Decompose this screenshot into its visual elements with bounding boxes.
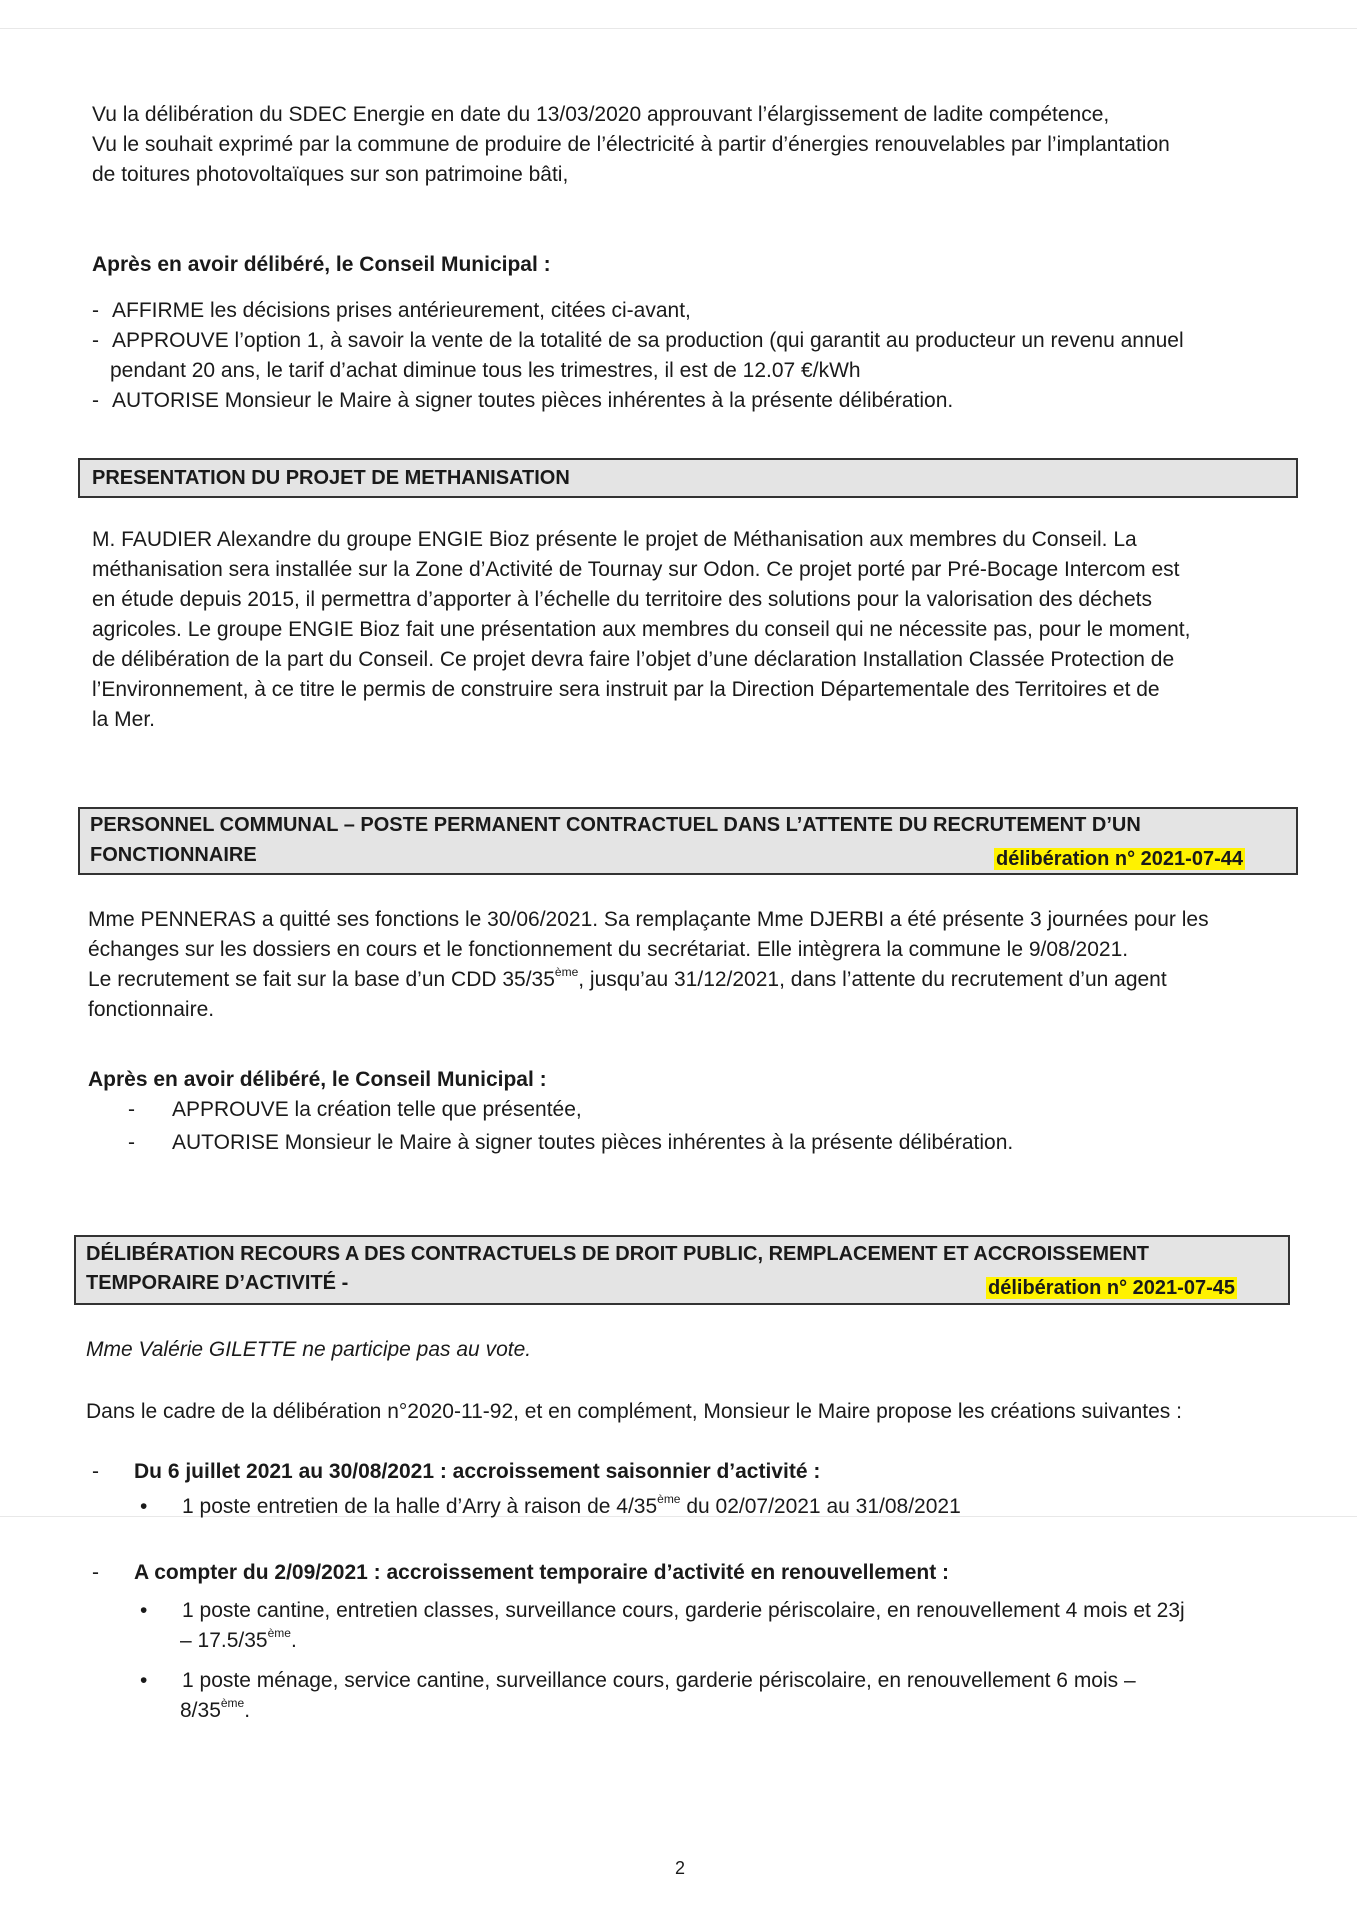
dash-5: - [128, 1131, 135, 1154]
bullet-3: • [140, 1669, 148, 1692]
personnel-p1-line-2: échanges sur les dossiers en cours et le fonctionnement du secrétariat. Elle intègrera la commune le 9/08/2021. [88, 938, 1129, 961]
methanisation-line-4: agricoles. Le groupe ENGIE Bioz fait une présentation aux membres du conseil qui ne nécessite pas, pour le moment, [92, 618, 1191, 641]
section-title-recours-line-2: TEMPORAIRE D’ACTIVITÉ - [86, 1272, 349, 1294]
dash-4: - [128, 1098, 135, 1121]
page-number: 2 [675, 1858, 686, 1878]
recours-group-2-item-2-line-1: 1 poste ménage, service cantine, surveillance cours, garderie périscolaire, en renouvellement 6 mois – [182, 1669, 1136, 1692]
decision-1-item-2-line-1: APPROUVE l’option 1, à savoir la vente de la totalité de sa production (qui garantit au producteur un revenu annuel [112, 329, 1184, 352]
section-title-personnel-line-1: PERSONNEL COMMUNAL – POSTE PERMANENT CONTRACTUEL DANS L’ATTENTE DU RECRUTEMENT D’UN [90, 814, 1141, 836]
personnel-p1-line-3: Le recrutement se fait sur la base d’un CDD 35/35ème, jusqu’au 31/12/2021, dans l’attente du recrutement d’un agent [88, 965, 1167, 991]
intro-line-2: Vu le souhait exprimé par la commune de produire de l’électricité à partir d’énergies renouvelables par l’implantation [92, 133, 1170, 156]
bullet-2: • [140, 1599, 148, 1622]
methanisation-line-2: méthanisation sera installée sur la Zone d’Activité de Tournay sur Odon. Ce projet porté par Pré-Bocage Intercom est [92, 558, 1180, 581]
personnel-p1-line-4: fonctionnaire. [88, 998, 215, 1021]
methanisation-line-7: la Mer. [92, 708, 156, 731]
decision-1-item-1: AFFIRME les décisions prises antérieurement, citées ci-avant, [112, 299, 691, 322]
decision-1-heading: Après en avoir délibéré, le Conseil Municipal : [92, 253, 551, 276]
dash-7: - [92, 1561, 99, 1584]
methanisation-line-6: l’Environnement, à ce titre le permis de construire sera instruit par la Direction Départementale des Territoires et de [92, 678, 1160, 701]
bullet-1: • [140, 1495, 148, 1518]
deliberation-number-recours: délibération n° 2021-07-45 [988, 1277, 1235, 1299]
decision-1-item-3: AUTORISE Monsieur le Maire à signer toutes pièces inhérentes à la présente délibération. [112, 389, 954, 412]
scan-edge-top [0, 28, 1357, 29]
decision-2-item-1: APPROUVE la création telle que présentée, [172, 1098, 582, 1121]
deliberation-number-personnel: délibération n° 2021-07-44 [996, 848, 1243, 870]
dash-1: - [92, 299, 99, 322]
personnel-p1-line-1: Mme PENNERAS a quitté ses fonctions le 30/06/2021. Sa remplaçante Mme DJERBI a été présente 3 journées pour les [88, 908, 1209, 931]
section-title-recours-line-1: DÉLIBÉRATION RECOURS A DES CONTRACTUELS DE DROIT PUBLIC, REMPLACEMENT ET ACCROISSEMENT [86, 1243, 1149, 1265]
recours-group-2-item-1-line-1: 1 poste cantine, entretien classes, surveillance cours, garderie périscolaire, en renouvellement 4 mois et 23j [182, 1599, 1185, 1622]
decision-1-item-2-line-2: pendant 20 ans, le tarif d’achat diminue tous les trimestres, il est de 12.07 €/kWh [110, 359, 861, 382]
recours-group-1-title: Du 6 juillet 2021 au 30/08/2021 : accroissement saisonnier d’activité : [134, 1460, 821, 1483]
recours-group-2-item-1-line-2: – 17.5/35ème. [180, 1626, 297, 1652]
methanisation-line-5: de délibération de la part du Conseil. Ce projet devra faire l’objet d’une déclaration Installation Classée Protection de [92, 648, 1175, 671]
dash-3: - [92, 389, 99, 412]
methanisation-line-1: M. FAUDIER Alexandre du groupe ENGIE Bioz présente le projet de Méthanisation aux membres du Conseil. La [92, 528, 1137, 551]
recours-group-2-item-2-line-2: 8/35ème. [180, 1696, 251, 1722]
section-title-methanisation: PRESENTATION DU PROJET DE METHANISATION [92, 467, 570, 489]
decision-2-heading: Après en avoir délibéré, le Conseil Municipal : [88, 1068, 547, 1091]
dash-2: - [92, 329, 99, 352]
recours-group-2-title: A compter du 2/09/2021 : accroissement temporaire d’activité en renouvellement : [134, 1561, 950, 1584]
recours-intro: Dans le cadre de la délibération n°2020-11-92, et en complément, Monsieur le Maire propose les créations suivantes : [86, 1400, 1182, 1423]
decision-2-item-2: AUTORISE Monsieur le Maire à signer toutes pièces inhérentes à la présente délibération. [172, 1131, 1014, 1154]
dash-6: - [92, 1460, 99, 1483]
recours-group-1-item-1: 1 poste entretien de la halle d’Arry à raison de 4/35ème du 02/07/2021 au 31/08/2021 [182, 1492, 961, 1518]
section-title-personnel-line-2: FONCTIONNAIRE [90, 844, 257, 866]
recours-note: Mme Valérie GILETTE ne participe pas au vote. [86, 1338, 532, 1361]
methanisation-line-3: en étude depuis 2015, il permettra d’apporter à l’échelle du territoire des solutions pour la valorisation des déchets [92, 588, 1152, 611]
intro-line-1: Vu la délibération du SDEC Energie en date du 13/03/2020 approuvant l’élargissement de ladite compétence, [92, 103, 1110, 126]
intro-line-3: de toitures photovoltaïques sur son patrimoine bâti, [92, 163, 569, 186]
